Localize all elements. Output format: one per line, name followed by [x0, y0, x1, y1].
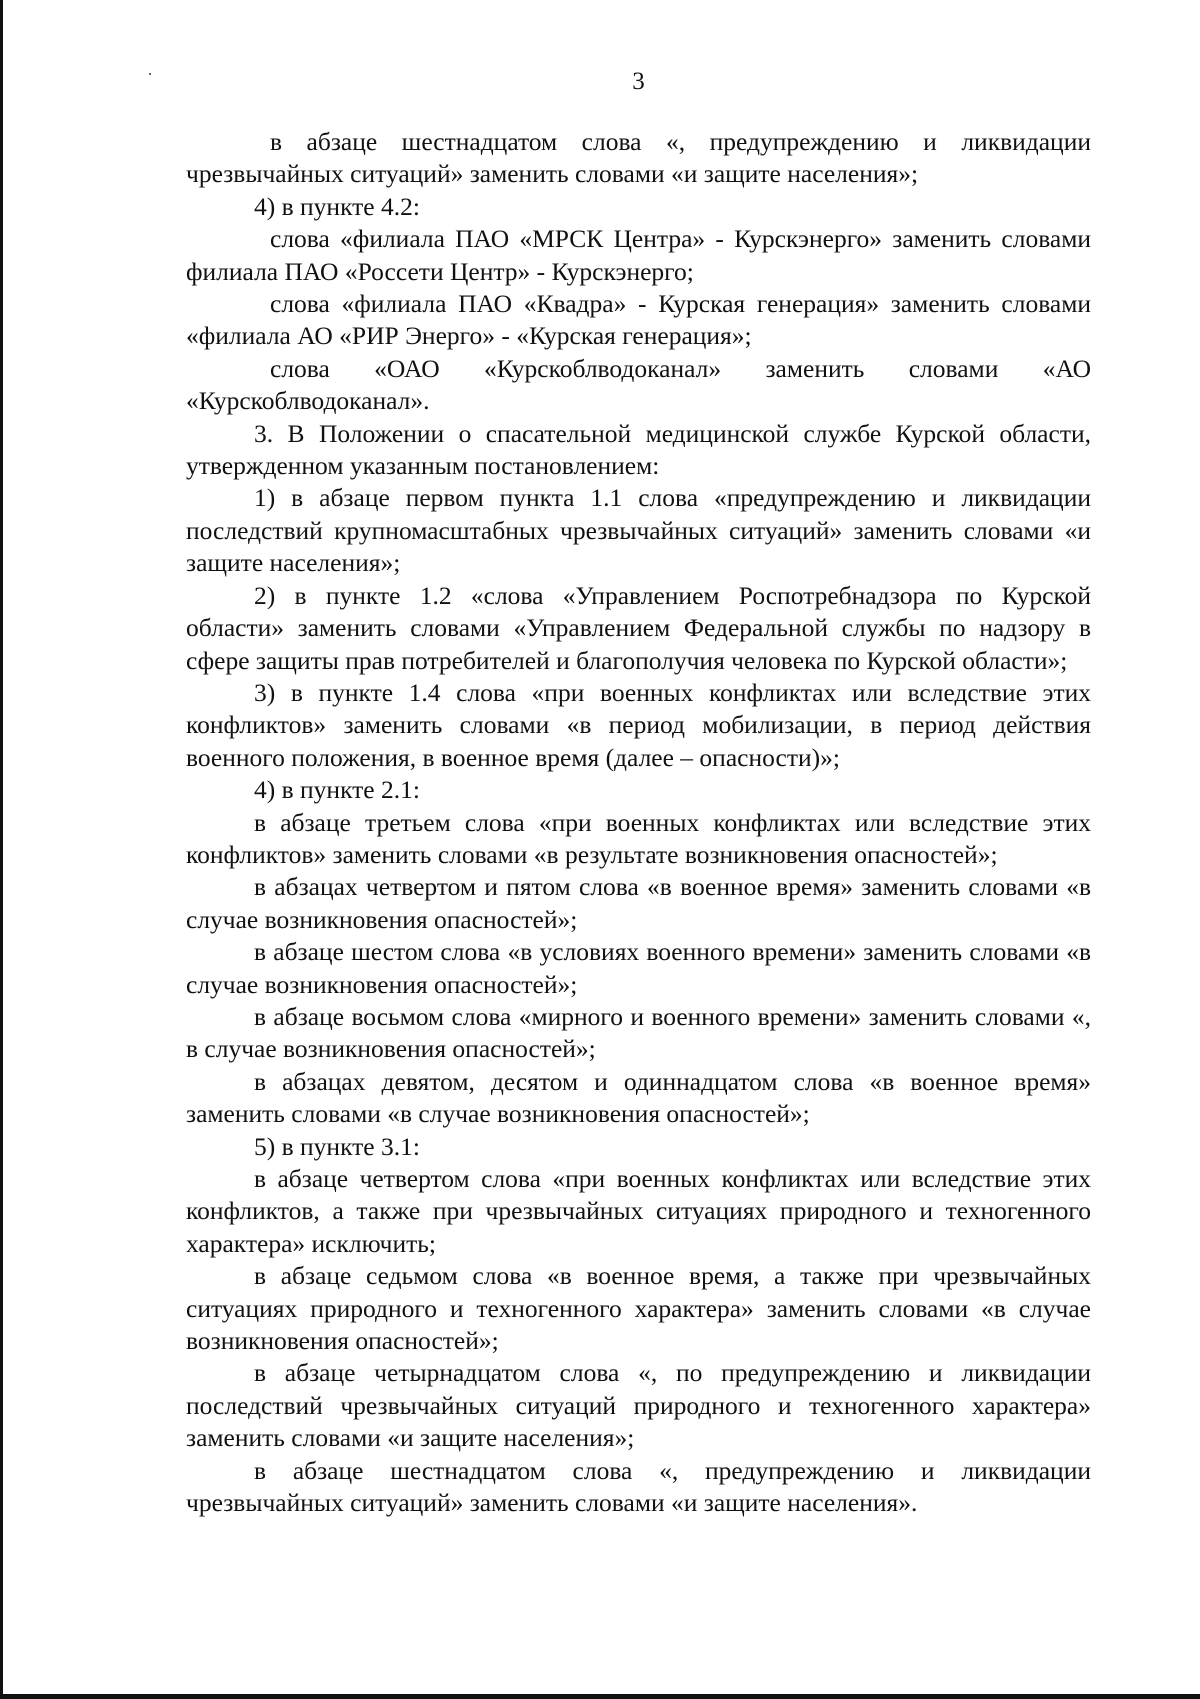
- paragraph: в абзаце четырнадцатом слова «, по предупреждению и ликвидации последствий чрезвычайных ситуаций природного и техногенного характера» заменить словами «и защите населения»;: [186, 1358, 1091, 1453]
- paragraph: в абзаце третьем слова «при военных конфликтах или вследствие этих конфликтов» заменить словами «в результате возникновения опасностей»;: [186, 807, 1091, 869]
- paragraph: в абзаце четвертом слова «при военных конфликтах или вследствие этих конфликтов, а также при чрезвычайных ситуациях природного и техногенного характера» исключить;: [186, 1164, 1091, 1258]
- paragraph: слова «ОАО «Курскоблводоканал» заменить словами «АО «Курскоблводоканал».: [186, 353, 1091, 416]
- paragraph: в абзаце седьмом слова «в военное время, а также при чрезвычайных ситуациях природного и техногенного характера» заменить словами «в случае возникновения опасностей»;: [186, 1261, 1091, 1356]
- paragraph: 1) в абзаце первом пункта 1.1 слова «предупреждению и ликвидации последствий крупномасштабных чрезвычайных ситуаций» заменить словами «и защите населения»;: [186, 483, 1091, 578]
- paragraph: слова «филиала ПАО «Квадра» - Курская генерация» заменить словами «филиала АО «РИР Энерго» - «Курская генерация»;: [186, 289, 1091, 351]
- paragraph: 4) в пункте 2.1:: [254, 775, 420, 805]
- paragraph: в абзаце шестнадцатом слова «, предупреждению и ликвидации чрезвычайных ситуаций» заменить словами «и защите населения»;: [186, 127, 1091, 189]
- paragraph: в абзаце восьмом слова «мирного и военного времени» заменить словами «, в случае возникновения опасностей»;: [186, 1001, 1091, 1064]
- paragraph: 4) в пункте 4.2:: [254, 191, 420, 221]
- paragraph: 3) в пункте 1.4 слова «при военных конфликтах или вследствие этих конфликтов» заменить словами «в период мобилизации, в период действия военного положения, в военное время (далее – опасности)»;: [186, 677, 1091, 772]
- scan-bottom-edge: [0, 1694, 1200, 1699]
- scan-left-edge: [0, 0, 3, 1699]
- paragraph: 5) в пункте 3.1:: [254, 1131, 420, 1161]
- paragraph: 3. В Положении о спасательной медицинской службе Курской области, утвержденном указанным постановлением:: [186, 418, 1091, 481]
- paragraph: слова «филиала ПАО «МРСК Центра» - Курскэнерго» заменить словами филиала ПАО «Россети Центр» - Курскэнерго;: [186, 224, 1091, 286]
- paragraph: в абзацах четвертом и пятом слова «в военное время» заменить словами «в случае возникновения опасностей»;: [186, 872, 1091, 934]
- paragraph: в абзаце шестом слова «в условиях военного времени» заменить словами «в случае возникновения опасностей»;: [186, 937, 1091, 999]
- paragraph: 2) в пункте 1.2 «слова «Управлением Роспотребнадзора по Курской области» заменить словами «Управлением Федеральной службы по надзору в сфере защиты прав потребителей и благополучия человека по Курской области»;: [186, 580, 1091, 675]
- paragraph: в абзаце шестнадцатом слова «, предупреждению и ликвидации чрезвычайных ситуаций» заменить словами «и защите населения».: [186, 1455, 1091, 1518]
- paragraph: в абзацах девятом, десятом и одиннадцатом слова «в военное время» заменить словами «в случае возникновения опасностей»;: [186, 1066, 1091, 1129]
- page-number: 3: [632, 68, 645, 95]
- document-body: [186, 126, 1091, 1519]
